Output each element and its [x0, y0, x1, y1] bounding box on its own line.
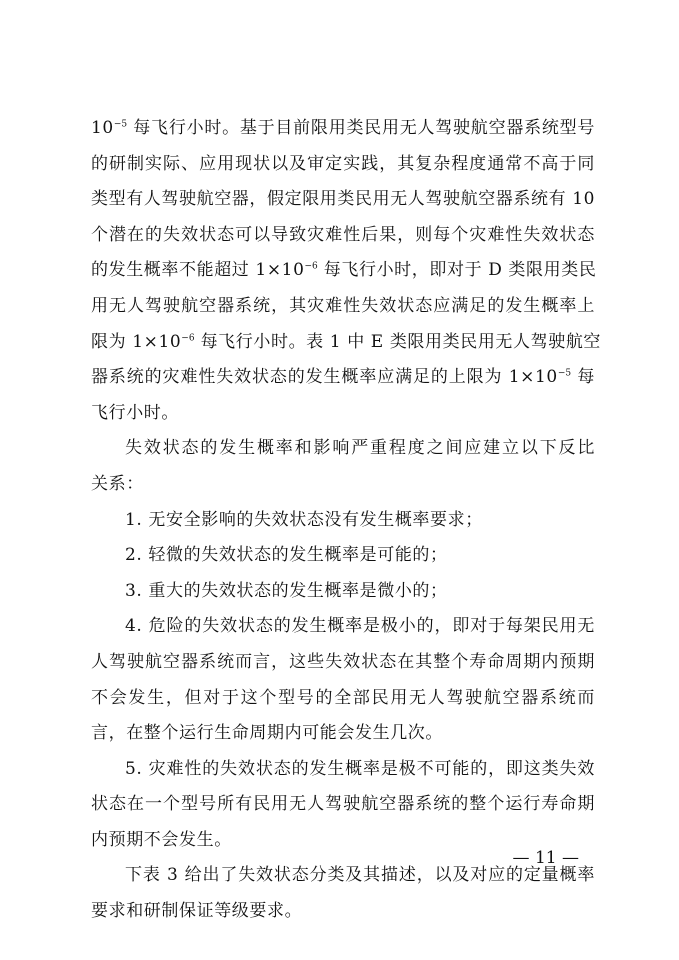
line-text: 用无人驾驶航空器系统，其灾难性失效状态应满足的发生概率上: [91, 295, 595, 316]
text-line: [91, 645, 595, 681]
line-text: 关系：: [91, 473, 144, 494]
document-body: [91, 111, 602, 930]
paragraph: [91, 503, 595, 539]
text-line: [91, 538, 595, 574]
line-text: 限为 1×10: [91, 331, 182, 352]
paragraph: [91, 538, 595, 574]
line-text: 不会发生，但对于这个型号的全部民用无人驾驶航空器系统而: [91, 687, 595, 708]
text-line: [91, 574, 595, 610]
text-line: [91, 396, 595, 432]
line-text: 状态在一个型号所有民用无人驾驶航空器系统的整个运行寿命期: [91, 794, 595, 815]
text-line: [91, 681, 595, 717]
text-line: [91, 253, 595, 289]
text-line: [91, 360, 595, 396]
line-text-continued: 每飞行小时。基于目前限用类民用无人驾驶航空器系统型号: [127, 118, 595, 138]
text-line: [91, 111, 595, 147]
text-line: [91, 431, 595, 467]
line-text-continued: 每飞行小时，即对于 D 类限用类民: [317, 260, 597, 281]
text-line: [91, 716, 595, 752]
paragraph: [91, 858, 595, 929]
text-line: [91, 752, 595, 788]
line-text: 类型有人驾驶航空器，假定限用类民用无人驾驶航空器系统有 10: [91, 189, 596, 210]
text-line: [91, 147, 595, 183]
text-line: [91, 503, 595, 539]
text-line: [91, 218, 595, 254]
line-text: 个潜在的失效状态可以导致灾难性后果，则每个灾难性失效状态: [91, 224, 595, 245]
line-text: 飞行小时。: [91, 402, 179, 423]
line-text: 失效状态的发生概率和影响严重程度之间应建立以下反比: [125, 438, 595, 459]
line-text: 人驾驶航空器系统而言，这些失效状态在其整个寿命周期内预期: [91, 651, 595, 672]
text-line: [91, 787, 595, 823]
line-text: 的研制实际、应用现状以及审定实践，其复杂程度通常不高于同: [91, 153, 595, 174]
exponent: −6: [181, 333, 195, 344]
paragraph: [91, 752, 595, 859]
paragraph: [91, 111, 602, 431]
line-text: 10: [91, 118, 114, 138]
page-number-text: — 11 —: [512, 848, 579, 868]
line-text: 要求和研制保证等级要求。: [91, 901, 303, 922]
line-text: 1. 无安全影响的失效状态没有发生概率要求；: [125, 509, 483, 530]
exponent: −5: [557, 368, 572, 379]
line-text: 器系统的灾难性失效状态的发生概率应满足的上限为 1×10: [91, 367, 558, 388]
page-number: [0, 848, 679, 868]
exponent: −5: [113, 119, 128, 130]
text-line: [91, 289, 595, 325]
line-text: 内预期不会发生。: [91, 829, 232, 850]
text-line: [91, 609, 595, 645]
line-text: 3. 重大的失效状态的发生概率是微小的；: [125, 580, 448, 601]
line-text: 下表 3 给出了失效状态分类及其描述，以及对应的定量概率: [125, 865, 595, 886]
paragraph: [91, 431, 595, 502]
text-line: [91, 467, 595, 503]
line-text: 4. 危险的失效状态的发生概率是极小的，即对于每架民用无: [125, 616, 595, 637]
text-line: [91, 325, 602, 361]
paragraph: [91, 609, 595, 751]
line-text: 2. 轻微的失效状态的发生概率是可能的；: [125, 545, 448, 566]
line-text-continued: 每飞行小时。表 1 中 E 类限用类民用无人驾驶航空: [194, 331, 602, 352]
text-line: [91, 182, 595, 218]
paragraph: [91, 574, 595, 610]
line-text: 5. 灾难性的失效状态的发生概率是极不可能的，即这类失效: [125, 758, 595, 779]
line-text: 的发生概率不能超过 1×10: [91, 260, 305, 281]
line-text-continued: 每: [571, 367, 595, 388]
exponent: −6: [304, 262, 318, 273]
line-text: 言，在整个运行生命周期内可能会发生几次。: [91, 723, 443, 744]
text-line: [91, 894, 595, 930]
